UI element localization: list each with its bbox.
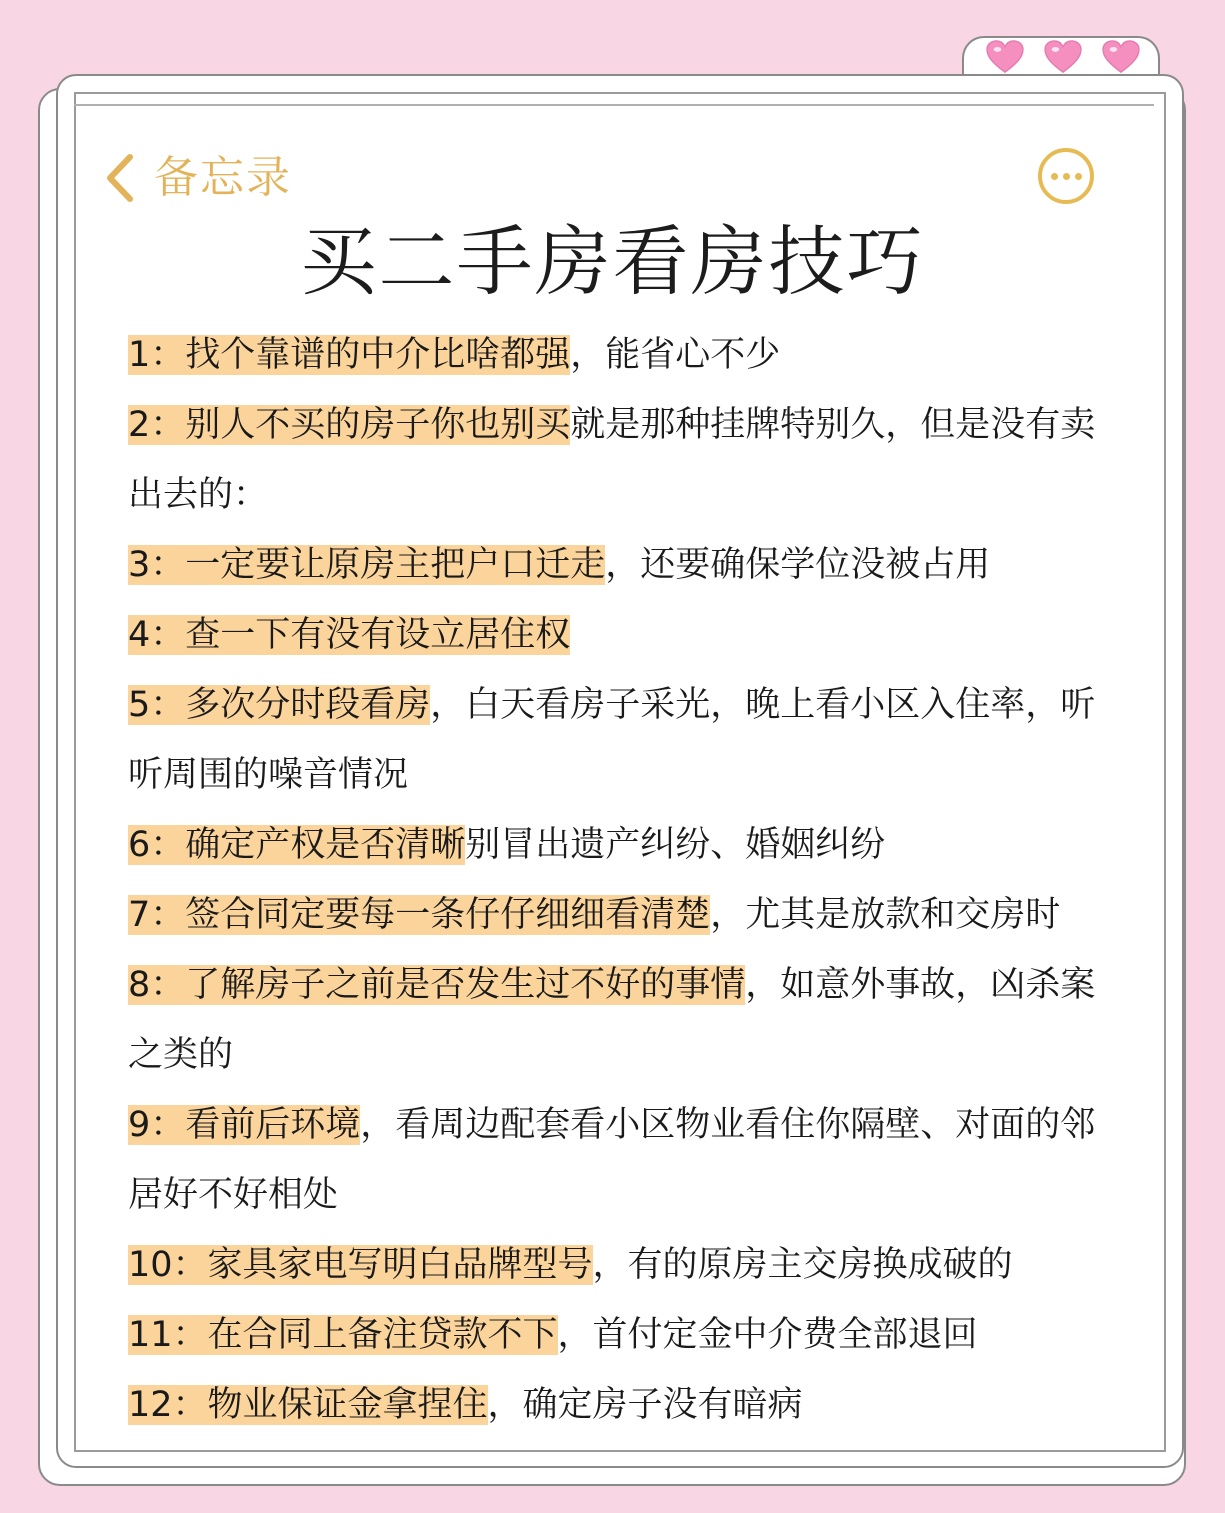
tip-text: ，白天看房子采光，晚上看小区入住率，听听周围的噪音情况 (128, 685, 1096, 795)
tip-item (128, 1090, 1118, 1230)
back-label: 备忘录 (154, 152, 292, 203)
tip-item (128, 670, 1118, 810)
tip-text: ，看周边配套看小区物业看住你隔壁、对面的邻居好不好相处 (128, 1105, 1096, 1215)
tip-highlight: 3：一定要让原房主把户口迁走 (128, 545, 606, 585)
tip-highlight: 4：查一下有没有设立居住权 (128, 615, 571, 655)
more-icon (1051, 173, 1058, 180)
heart-icon (1044, 40, 1082, 74)
tip-highlight: 9：看前后环境 (128, 1105, 361, 1145)
tip-item (128, 320, 1118, 390)
tip-text: ，首付定金中介费全部退回 (557, 1315, 978, 1355)
chevron-left-icon (104, 153, 136, 203)
tip-text: ，有的原房主交房换成破的 (592, 1245, 1013, 1285)
tip-item (128, 950, 1118, 1090)
hearts-row (978, 40, 1148, 76)
tip-text: ，能省心不少 (570, 335, 781, 375)
tip-highlight: 11：在合同上备注贷款不下 (128, 1315, 558, 1355)
tip-item (128, 810, 1118, 880)
more-button[interactable] (1038, 148, 1094, 204)
back-button[interactable] (104, 150, 292, 206)
top-divider (74, 104, 1154, 106)
tip-highlight: 10：家具家电写明白品牌型号 (128, 1245, 593, 1285)
tip-highlight: 6：确定产权是否清晰 (128, 825, 466, 865)
tip-item (128, 880, 1118, 950)
tip-text: 别冒出遗产纠纷、婚姻纠纷 (465, 825, 886, 865)
tip-highlight: 7：签合同定要每一条仔仔细细看清楚 (128, 895, 711, 935)
tip-text: ，尤其是放款和交房时 (710, 895, 1061, 935)
tip-highlight: 12：物业保证金拿捏住 (128, 1385, 488, 1425)
tip-item (128, 1370, 1118, 1440)
tip-highlight: 1：找个靠谱的中介比啥都强 (128, 335, 571, 375)
tip-highlight: 2：别人不买的房子你也别买 (128, 405, 571, 445)
note-title: 买二手房看房技巧 (300, 217, 925, 306)
tip-text: ，还要确保学位没被占用 (605, 545, 991, 585)
tip-item (128, 1230, 1118, 1300)
tip-highlight: 5：多次分时段看房 (128, 685, 431, 725)
tip-item (128, 530, 1118, 600)
tip-item (128, 390, 1118, 530)
tip-text: 就是那种挂牌特别久，但是没有卖出去的： (128, 405, 1096, 515)
tip-highlight: 8：了解房子之前是否发生过不好的事情 (128, 965, 746, 1005)
tip-item (128, 1300, 1118, 1370)
tip-text: ，如意外事故，凶杀案之类的 (128, 965, 1096, 1075)
more-icon-dot (1075, 173, 1082, 180)
heart-icon (986, 40, 1024, 74)
tips-list (128, 320, 1118, 1440)
heart-icon (1102, 40, 1140, 74)
more-icon-dot (1063, 173, 1070, 180)
tip-text: ，确定房子没有暗病 (487, 1385, 803, 1425)
tip-item (128, 600, 1118, 670)
